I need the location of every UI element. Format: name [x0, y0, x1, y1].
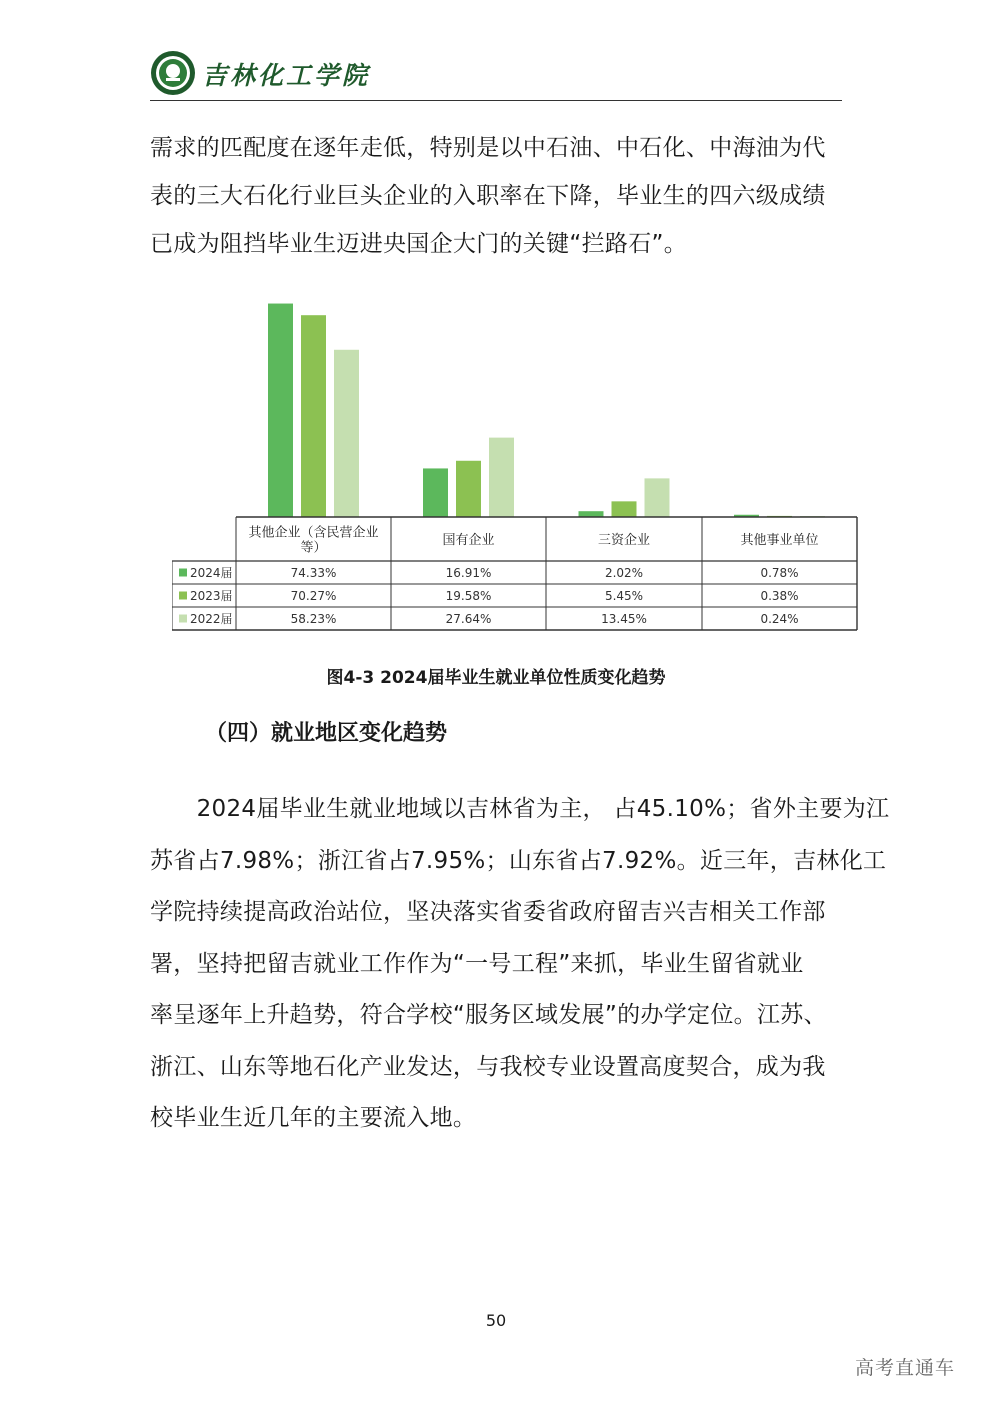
data-label: 19.58% [445, 589, 492, 603]
bar-1-2023届 [301, 315, 326, 517]
data-label: 16.91% [445, 566, 492, 580]
bar-2-2024届 [423, 468, 448, 517]
paragraph-2 [150, 784, 890, 1145]
data-label: 27.64% [445, 612, 492, 626]
category-label: 等） [300, 540, 327, 556]
paragraph-line: 苏省占7.98%；浙江省占7.95%；山东省占7.92%。近三年，吉林化工 [150, 847, 887, 874]
paragraph-line: 表的三大石化行业巨头企业的入职率在下降，毕业生的四六级成绩 [150, 183, 826, 209]
data-label: 0.24% [760, 612, 799, 626]
paragraph-line: 学院持续提高政治站位，坚决落实省委省政府留吉兴吉相关工作部 [150, 899, 826, 925]
school-name-logotype: 吉林化工学院 [202, 61, 371, 90]
section-heading: （四）就业地区变化趋势 [205, 721, 448, 746]
bar-2-2022届 [489, 438, 514, 517]
data-label: 5.45% [604, 589, 644, 603]
bar-3-2022届 [645, 478, 670, 517]
bar-3-2024届 [579, 511, 604, 517]
watermark-text: 高考直通车 [855, 1357, 956, 1379]
category-label: 国有企业 [442, 533, 495, 548]
paragraph-1 [150, 124, 850, 268]
data-label: 0.38% [760, 589, 799, 603]
bar-3-2023届 [612, 501, 637, 517]
data-label: 2.02% [604, 566, 644, 580]
paragraph-line: 浙江、山东等地石化产业发达，与我校专业设置高度契合，成为我 [150, 1053, 826, 1080]
legend-label: 2022届 [190, 612, 233, 626]
bar-2-2023届 [456, 461, 481, 517]
figure-caption: 图4-3 2024届毕业生就业单位性质变化趋势 [326, 668, 666, 688]
bar-1-2022届 [334, 350, 359, 517]
paragraph-line: 已成为阻挡毕业生迈进央国企大门的关键“拦路石”。 [150, 231, 688, 257]
paragraph-line: 署，坚持把留吉就业工作作为“一号工程”来抓，毕业生留省就业 [150, 950, 804, 977]
data-label: 58.23% [290, 612, 337, 626]
paragraph-line: 2024届毕业生就业地域以吉林省为主， 占45.10%；省外主要为江 [150, 796, 890, 822]
category-label: 其他事业单位 [740, 533, 819, 548]
category-label: 三资企业 [597, 533, 651, 548]
employment-type-chart [172, 288, 860, 633]
paragraph-line: 率呈逐年上升趋势，符合学校“服务区域发展”的办学定位。江苏、 [150, 1002, 827, 1028]
legend-swatch [179, 592, 187, 600]
page-header [150, 48, 842, 101]
school-seal-logo [150, 50, 196, 96]
legend-label: 2024届 [190, 566, 233, 580]
data-label: 13.45% [601, 612, 647, 626]
paragraph-line: 需求的匹配度在逐年走低，特别是以中石油、中石化、中海油为代 [150, 135, 826, 161]
paragraph-line: 校毕业生近几年的主要流入地。 [150, 1105, 477, 1131]
legend-label: 2023届 [190, 589, 233, 603]
legend-swatch [179, 569, 187, 577]
data-label: 0.78% [760, 566, 799, 580]
data-label: 74.33% [290, 566, 337, 580]
bar-1-2024届 [268, 304, 293, 517]
page-number: 50 [485, 1311, 507, 1330]
category-label: 其他企业（含民营企业 [248, 525, 379, 541]
data-label: 70.27% [290, 589, 337, 603]
legend-swatch [179, 615, 187, 623]
